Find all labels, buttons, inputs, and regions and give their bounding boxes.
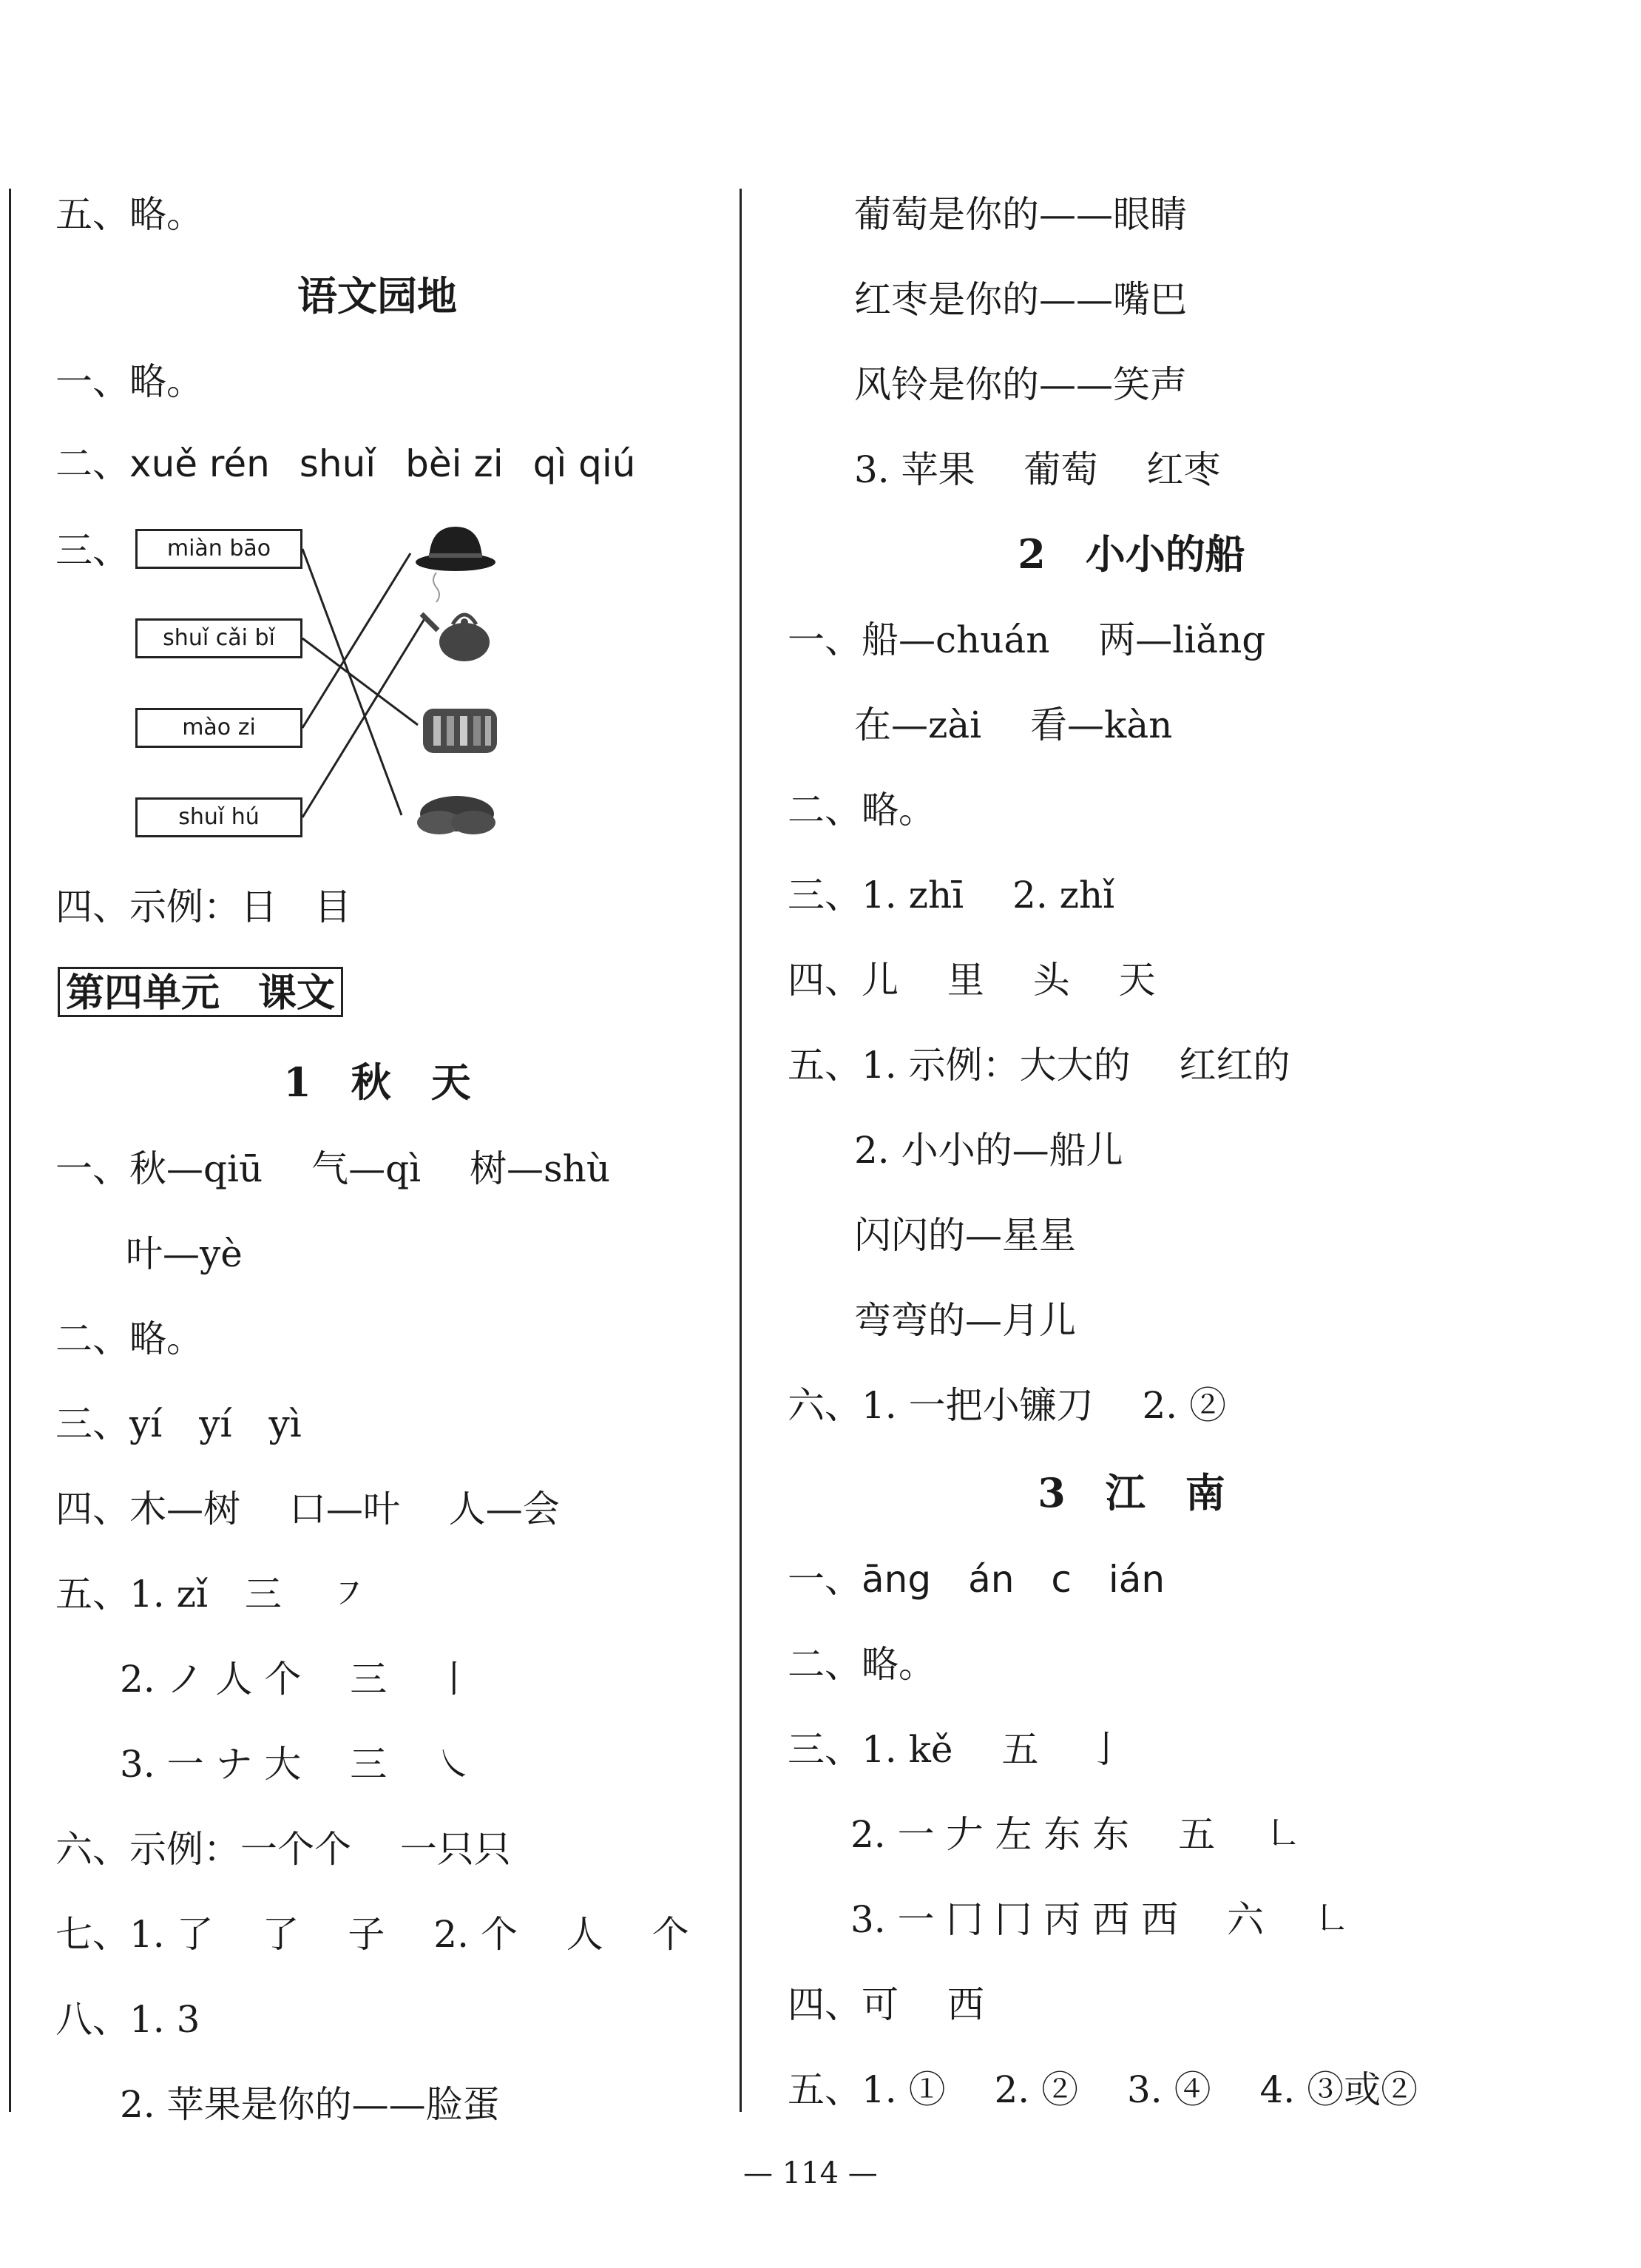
lesson2-title: 2 小小的船: [1018, 530, 1245, 578]
left-si: 四、示例：日 目: [55, 885, 351, 928]
er-pinyin-3: bèi zi: [405, 442, 504, 485]
l2-yi-a: 一、船—chuán 两—liǎng: [788, 618, 1266, 661]
left-wu-lue: 五、略。: [55, 193, 203, 236]
match-line-paintbox: [302, 638, 418, 725]
l2-san: 三、1. zhī 2. zhǐ: [788, 874, 1115, 917]
right-line-4: 3. 苹果 葡萄 红枣: [854, 448, 1221, 491]
l2-wu-4: 弯弯的—月儿: [854, 1299, 1076, 1342]
l1-si: 四、木—树 口—叶 人—会: [55, 1488, 560, 1530]
l2-liu: 六、1. 一把小镰刀 2. ②: [788, 1384, 1227, 1427]
l3-wu: 五、1. ① 2. ② 3. ④ 4. ③或②: [788, 2068, 1418, 2111]
match-word-box-1: miàn bāo: [135, 529, 302, 569]
l3-er: 二、略。: [788, 1643, 935, 1686]
left-san-label: 三、: [55, 529, 129, 572]
lesson3-title: 3 江 南: [1038, 1469, 1225, 1516]
lesson1-title: 1 秋 天: [283, 1059, 471, 1106]
l2-wu-1: 五、1. 示例：大大的 红红的: [788, 1044, 1290, 1087]
l2-wu-3: 闪闪的—星星: [854, 1214, 1076, 1257]
match-line-hat: [302, 553, 410, 728]
paintbox-icon: [423, 709, 497, 753]
er-pinyin-1: xuě rén: [129, 442, 270, 485]
l2-yi-b: 在—zài 看—kàn: [854, 703, 1173, 746]
page-number: — 114 —: [743, 2156, 878, 2190]
unit-title-box: 第四单元 课文: [58, 967, 343, 1017]
l1-wu-1: 五、1. zǐ 三 ㇇: [55, 1573, 368, 1616]
l1-yi-a: 一、秋—qiū 气—qì 树—shù: [55, 1147, 611, 1190]
l3-yi: 一、āng án c ián: [788, 1558, 1165, 1601]
l1-liu: 六、示例：一个个 一只只: [55, 1828, 511, 1871]
l1-ba-2: 2. 苹果是你的——脸蛋: [120, 2083, 500, 2126]
l1-qi: 七、1. 了 了 子 2. 个 人 个: [55, 1913, 689, 1956]
left-yi-lue: 一、略。: [55, 360, 203, 403]
l1-er: 二、略。: [55, 1317, 203, 1360]
er-pinyin-4: qì qiú: [532, 442, 636, 485]
er-label: 二、: [55, 442, 129, 485]
l3-san-3: 3. 一 冂 冂 丙 西 西 六 ㇗: [850, 1898, 1350, 1941]
l3-san-1: 三、1. kě 五 亅: [788, 1728, 1125, 1771]
l3-si: 四、可 西: [788, 1983, 984, 2026]
l1-yi-b: 叶—yè: [126, 1232, 243, 1275]
hat-icon: [416, 527, 495, 571]
l2-si: 四、儿 里 头 天: [788, 959, 1156, 1002]
l3-san-2: 2. 一 𠂇 左 东 东 五 ㇗: [850, 1813, 1301, 1856]
section-title-yuwen-yuandi: 语文园地: [297, 272, 457, 320]
match-word-box-4: shuǐ hú: [135, 797, 302, 837]
l1-san: 三、yí yí yì: [55, 1403, 302, 1445]
kettle-icon: [422, 573, 490, 661]
l1-wu-3: 3. 一 ナ 大 三 ㇏: [120, 1743, 473, 1786]
l1-ba-1: 八、1. 3: [55, 1998, 200, 2041]
right-line-1: 葡萄是你的——眼睛: [854, 193, 1187, 236]
l1-wu-2: 2. ノ 人 个 三 丨: [120, 1658, 473, 1701]
right-line-2: 红枣是你的——嘴巴: [854, 278, 1187, 321]
right-line-3: 风铃是你的——笑声: [854, 363, 1187, 406]
er-pinyin-2: shuǐ: [299, 442, 376, 485]
l2-wu-2: 2. 小小的—船儿: [854, 1129, 1123, 1172]
bread-icon: [417, 796, 495, 834]
l2-er: 二、略。: [788, 789, 935, 831]
match-word-box-2: shuǐ cǎi bǐ: [135, 618, 302, 658]
match-word-box-3: mào zi: [135, 708, 302, 748]
